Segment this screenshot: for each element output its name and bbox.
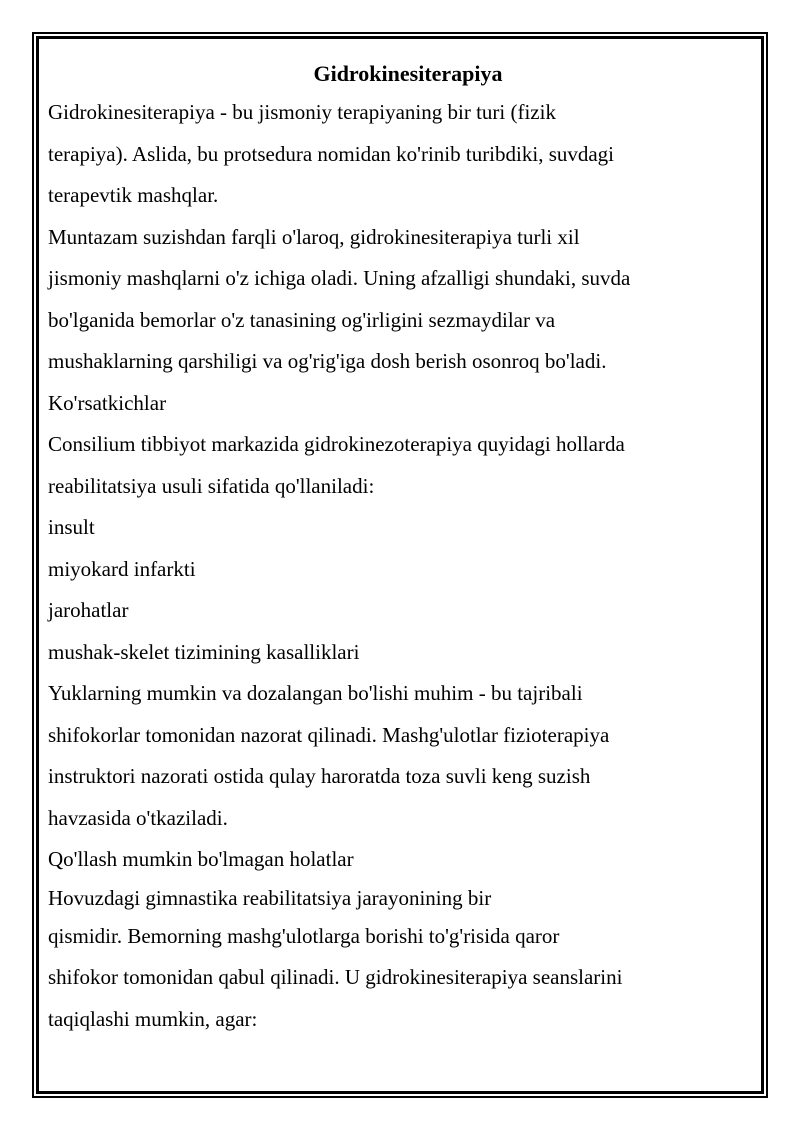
paragraph-line: havzasida o'tkaziladi. (48, 805, 228, 830)
list-item: miyokard infarkti (48, 556, 196, 581)
section-heading: Qo'llash mumkin bo'lmagan holatlar (48, 847, 354, 871)
paragraph-line: qismidir. Bemorning mashg'ulotlarga borishi to'g'risida qaror (48, 923, 560, 948)
paragraph-line: reabilitatsiya usuli sifatida qo'llaniladi: (48, 473, 375, 498)
paragraph-line: jismoniy mashqlarni o'z ichiga oladi. Uning afzalligi shundaki, suvda (48, 266, 631, 290)
paragraph-line: taqiqlashi mumkin, agar: (48, 1006, 258, 1031)
paragraph-line: Hovuzdagi gimnastika reabilitatsiya jarayonining bir (48, 885, 492, 910)
paragraph-line: terapiya). Aslida, bu protsedura nomidan ko'rinib turibdiki, suvdagi (48, 141, 615, 166)
paragraph-line: Consilium tibbiyot markazida gidrokinezoterapiya quyidagi hollarda (48, 432, 625, 456)
paragraph-line: shifokor tomonidan qabul qilinadi. U gidrokinesiterapiya seanslarini (48, 965, 623, 989)
document-body (48, 56, 748, 1040)
paragraph-line: Gidrokinesiterapiya - bu jismoniy terapiyaning bir turi (fizik (48, 100, 556, 124)
section-heading: Ko'rsatkichlar (48, 390, 167, 415)
paragraph-line: Muntazam suzishdan farqli o'laroq, gidrokinesiterapiya turli xil (48, 224, 580, 249)
paragraph-line: bo'lganida bemorlar o'z tanasining og'irligini sezmaydilar va (48, 307, 556, 332)
paragraph-line: Yuklarning mumkin va dozalangan bo'lishi muhim - bu tajribali (48, 681, 583, 705)
paragraph-line: instruktori nazorati ostida qulay haroratda toza suvli keng suzish (48, 764, 591, 788)
document-title: Gidrokinesiterapiya (313, 61, 503, 86)
paragraph-line: mushaklarning qarshiligi va og'rig'iga dosh berish osonroq bo'ladi. (48, 349, 607, 373)
paragraph-line: terapevtik mashqlar. (48, 183, 219, 207)
list-item: jarohatlar (48, 598, 129, 622)
list-item: insult (48, 515, 95, 539)
list-item: mushak-skelet tizimining kasalliklari (48, 639, 360, 664)
paragraph-line: shifokorlar tomonidan nazorat qilinadi. Mashg'ulotlar fizioterapiya (48, 722, 610, 747)
